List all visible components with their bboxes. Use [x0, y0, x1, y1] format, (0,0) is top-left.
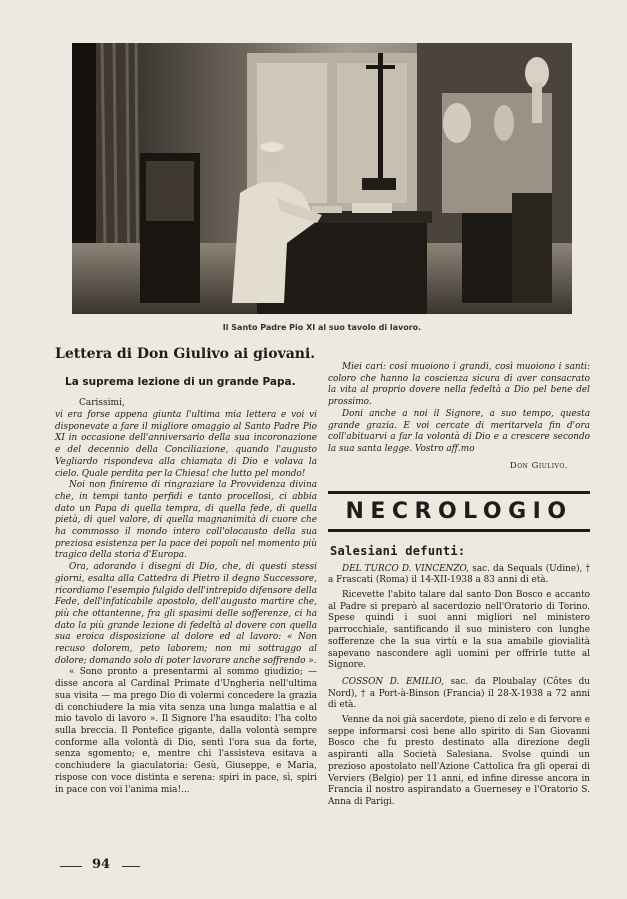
letter-subtitle: La suprema lezione di un grande Papa.: [65, 376, 296, 388]
letter-salutation: Carissimi,: [79, 398, 125, 408]
letter-column: [55, 346, 317, 796]
letter-paragraph-1: vi era forse appena giunta l'ultima mia lettera e voi vi disponevate a fare il migliore omaggio al Santo Padre Pio XI in occasione dell'anniversario della sua incoronazione e del decennio della Conciliazione, quando l'augusto Vegliardo rispondeva alla chiamata di Dio e volava la cielo. Quale perdita per la Chiesa! che lutto pel mondo!: [55, 410, 317, 479]
letter-paragraph-5: Miei cari: così muoiono i grandi, così muoiono i santi: coloro che hanno la coscienza sicura di aver consacrato la vita al proprio dovere nella fedeltà a Dio pel bene del prossimo.: [328, 362, 590, 408]
page-number: 94: [92, 857, 111, 872]
photo-caption: Il Santo Padre Pio XI al suo tavolo di lavoro.: [222, 323, 422, 332]
necrology-banner: NECROLOGIO: [328, 491, 590, 532]
letter-paragraph-6: Doni anche a noi il Signore, a suo tempo, questa grande grazia. E voi cercate di meritarvela fin d'ora coll'abituarvi a far la volontà di Dio e a crescere secondo la sua santa legge. Vostro aff.mo: [328, 408, 590, 454]
page-number-dash-left: [60, 866, 82, 867]
letter-signature: Don Giulivo.: [509, 460, 568, 471]
obituary-details-1: sac. da Sequals (Udine), † a Frascati (Roma) il 14-XII-1938 a 83 anni di età.: [328, 563, 591, 586]
obituary-header-2: [328, 677, 590, 712]
letter-title: Lettera di Don Giulivo ai giovani.: [55, 346, 316, 362]
obituary-text-1: Ricevette l'abito talare dal santo Don Bosco e accanto al Padre si preparò al sacerdozio nell'Oratorio di Torino. Spese quindi i suoi anni migliori nel ministero parrocchiale, santificando il suo ministero con lunghe sofferenze che la sua virtù e la sua amabile giovialità sapevano nascondere agli uomini per offrirle tutte al Signore.: [328, 590, 590, 671]
letter-paragraph-2: Noi non finiremo di ringraziare la Provvidenza divina che, in tempi tanto perfidi e tanto procellosi, ci abbia dato un Papa di quella tempra, di quella fede, di quella pietà, di quel valore, di quella magnanimità di cuore che ha commosso il mondo intero coll'olocausto della sua preziosa esistenza per la pace dei popoli nel momento più tragico della storia d'Europa.: [55, 480, 317, 561]
obituary-name-2: COSSON D. EMILIO,: [342, 676, 444, 687]
necrology-section-heading: Salesiani defunti:: [330, 543, 466, 558]
page-number-dash-right: [122, 866, 140, 867]
photo-illustration: [72, 43, 572, 314]
obituary-details-2: sac. da Ploubalay (Côtes du Nord), † a Port-à-Binson (Francia) il 28-X-1938 a 72 anni di età.: [328, 676, 590, 711]
obituary-name-1: DEL TURCO D. VINCENZO,: [342, 563, 470, 574]
letter-paragraph-3: Ora, adorando i disegni di Dio, che, di questi stessi giorni, esalta alla Cattedra di Pietro il degno Successore, ricordiamo l'esempio fulgido dell'intrepido difensore della Fede, dell'infaticabile apostolo, dell'augusto martire che, più che ottantenne, fra gli spasimi delle sofferenze, ci ha dato la più grande lezione di fedeltà al dovere con quella sua eroica disposizione al dolore ed al lavoro: « Non recuso dolorem, peto laborem; non mi sottraggo al dolore; domando solo di poter lavorare anche soffrendo ».: [55, 562, 317, 666]
obituary-text-2: Venne da noi già sacerdote, pieno di zelo e di fervore e seppe informarsi così bene allo spirito di San Giovanni Bosco che fu presto destinato alla direzione degli aspiranti alla Società Salesiana. Svolse quindi un prezioso apostolato nell'Azione Cattolica fra gli operai di Verviers (Belgio) per 11 anni, ed infine diresse ancora in Francia il nostro aspirandato a Guernesey e l'Oratorio S. Anna di Parigi.: [328, 715, 590, 807]
right-column: [328, 362, 590, 809]
letter-paragraph-4: « Sono pronto a presentarmi al sommo giudizio; — disse ancora al Cardinal Primate d'Ungheria nell'ultima sua visita — ma prego Dio di volermi concedere la grazia di conchiudere la mia vita senza una lunga malattia e al mio tavolo di lavoro ». Il Signore l'ha esaudito: l'ha colto sulla breccia. Il Pontefice gigante, dalla volontà sempre conforme alla volontà di Dio, sentì l'ora sua da forte, senza sgomento; e, mentre chi l'assisteva esitava a conchiudere la giaculatoria: Gesù, Giuseppe, e Maria, rispose con voce distinta e serena: spiri in pace, sì, spiri in pace con voi l'anima mia!...: [55, 667, 317, 795]
obituary-header-1: [328, 564, 590, 587]
pope-at-desk-photo: [72, 43, 572, 314]
